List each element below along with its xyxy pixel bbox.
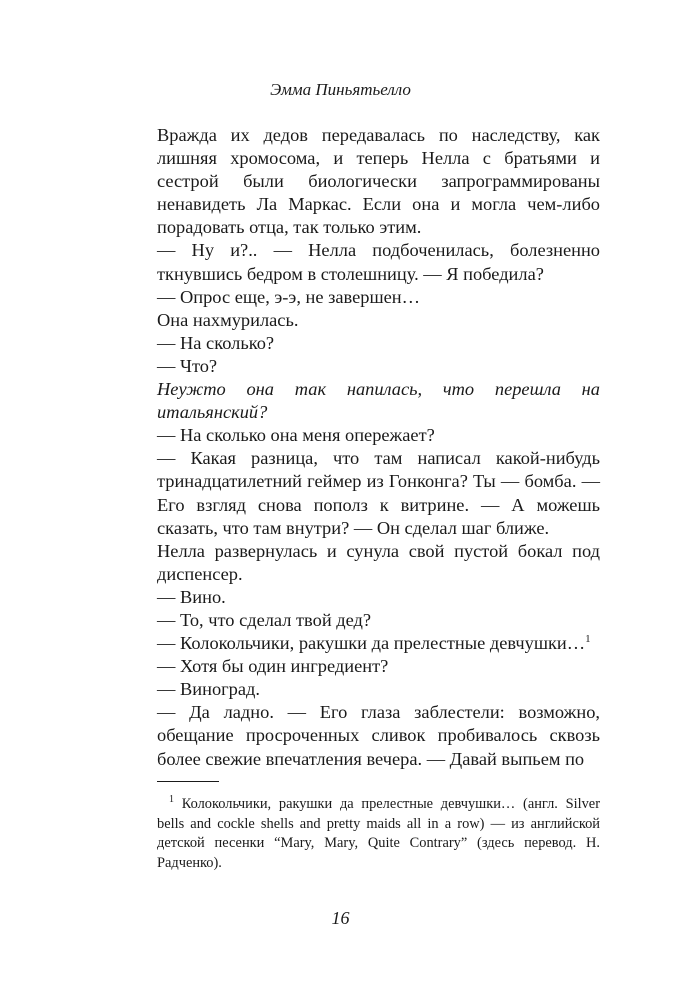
footnote <box>157 795 600 873</box>
footnote-text: Колокольчики, ракушки да прелестные девчушки… (англ. Silver bells and cockle shells and pretty maids all in a row) — из английской детской песенки “Mary, Mary, Quite Contrary” (здесь перевод. Н. Радченко). <box>157 796 600 871</box>
footnote-reference[interactable]: 1 <box>585 632 591 645</box>
dialogue-line: — Какая разница, что там написал какой-нибудь тринадцатилетний геймер из Гонконга? Ты — бомба. — Его взгляд снова пополз к витрине. — А можешь сказать, что там внутри? — Он сделал шаг ближе. <box>157 448 600 538</box>
dialogue-line: — Что? <box>157 355 218 376</box>
dialogue-line: — На сколько она меня опережает? <box>157 425 435 446</box>
main-text <box>157 124 600 771</box>
paragraph: Вражда их дедов передавалась по наследству, как лишняя хромосома, и теперь Нелла с братьями и сестрой были биологически запрограммированы ненавидеть Ла Маркас. Если она и могла чем-либо порадовать отца, так только этим. <box>157 125 600 238</box>
italic-thought: Неужто она так напилась, что перешла на итальянский? <box>157 379 600 423</box>
dialogue-line: — То, что сделал твой дед? <box>157 609 372 630</box>
dialogue-line: — Виноград. <box>157 679 260 700</box>
dialogue-line-with-footnote <box>157 632 600 655</box>
dialogue-line: — На сколько? <box>157 332 275 353</box>
dialogue-text: — Колокольчики, ракушки да прелестные девчушки… <box>157 633 586 654</box>
footnote-paragraph <box>157 795 600 873</box>
dialogue-line: — Хотя бы один ингредиент? <box>157 656 389 677</box>
running-title: Эмма Пиньятьелло <box>270 80 411 99</box>
footnote-separator <box>157 781 219 782</box>
paragraph: Нелла развернулась и сунула свой пустой бокал под диспенсер. <box>157 540 600 584</box>
dialogue-line: — Вино. <box>157 586 226 607</box>
footnote-number: 1 <box>169 794 174 806</box>
dialogue-line: — Да ладно. — Его глаза заблестели: возможно, обещание просроченных сливок пробивалось сквозь более свежие впечатления вечера. — Давай выпьем по <box>157 702 600 769</box>
dialogue-line: — Ну и?.. — Нелла подбоченилась, болезненно ткнувшись бедром в столешницу. — Я победила? <box>157 240 600 284</box>
paragraph: Она нахмурилась. <box>157 309 299 330</box>
page-number: 16 <box>331 908 350 928</box>
dialogue-line: — Опрос еще, э-э, не завершен… <box>157 286 421 307</box>
